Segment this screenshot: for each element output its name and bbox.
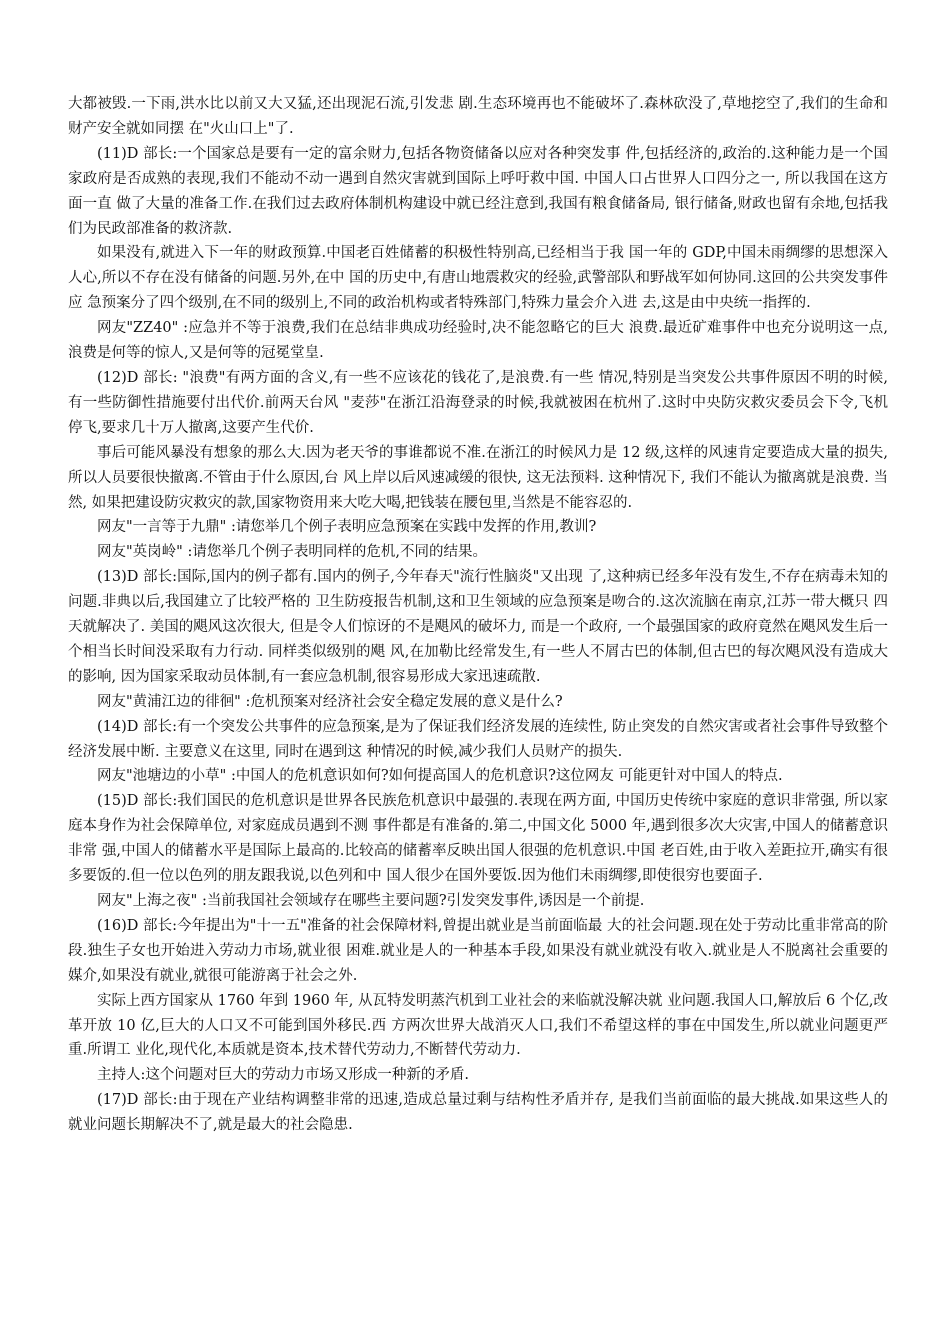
paragraph: 实际上西方国家从 1760 年到 1960 年, 从瓦特发明蒸汽机到工业社会的来临就没解决就 业问题.我国人口,解放后 6 个亿,改革开放 10 亿,巨大的人口又不可能到国外移民.西 方两次世界大战消灭人口,我们不希望这样的事在中国发生,所以就业问题更严重.所谓工 业化,现代化,本质就是资本,技术替代劳动力,不断替代劳动力. [68,992,888,1059]
paragraph: (17)D 部长:由于现在产业结构调整非常的迅速,造成总量过剩与结构性矛盾并存, 是我们当前面临的最大挑战.如果这些人的就业问题长期解决不了,就是最大的社会隐患. [68,1092,888,1134]
paragraph: 网友"黄浦江边的徘徊" :危机预案对经济社会安全稳定发展的意义是什么? [97,693,563,710]
paragraph: 如果没有,就进入下一年的财政预算.中国老百姓储蓄的积极性特别高,已经相当于我 国一年的 GDP,中国未雨绸缪的思想深入人心,所以不存在没有储备的问题.另外,在中 国的历史中,有唐山地震救灾的经验,武警部队和野战军如何协同.这回的公共突发事件应 急预案分了四个级别,在不同的级别上,不同的政治机构或者特殊部门,特殊力量会介入进 去,这是由中央统一指挥的. [68,245,888,312]
paragraph: (16)D 部长:今年提出为"十一五"准备的社会保障材料,曾提出就业是当前面临最 大的社会问题.现在处于劳动比重非常高的阶段.独生子女也开始进入劳动力市场,就业很 困难.就业是人的一种基本手段,如果没有就业就没有收入.就业是人不脱离社会重要的媒介,如果没有就业,就很可能游离于社会之外. [68,917,888,984]
paragraph: 网友"英岗岭" :请您举几个例子表明同样的危机,不同的结果。 [97,544,487,561]
paragraph: (13)D 部长:国际,国内的例子都有.国内的例子,今年春天"流行性脑炎"又出现 了,这种病已经多年没有发生,不存在病毒未知的问题.非典以后,我国建立了比较严格的 卫生防疫报告机制,这和卫生领域的应急预案是吻合的.这次流脑在南京,江苏一带大概只 四天就解决了. 美国的飓风这次很大, 但是令人们惊讶的不是飓风的破坏力, 而是一个政府, 一个最强国家的政府竟然在飓风发生后一个相当长时间没采取有力行动. 同样类似级别的飓 风,在加勒比经常发生,有一些人不屑古巴的体制,但古巴的每次飓风没有造成大的影响, 因为国家采取动员体制,有一套应急机制,很容易形成大家迅速疏散. [68,569,888,685]
paragraph: 主持人:这个问题对巨大的劳动力市场又形成一种新的矛盾. [97,1067,469,1084]
paragraph: 网友"池塘边的小草" :中国人的危机意识如何?如何提高国人的危机意识?这位网友 可能更针对中国人的特点. [97,768,783,785]
paragraph: (15)D 部长:我们国民的危机意识是世界各民族危机意识中最强的.表现在两方面, 中国历史传统中家庭的意识非常强, 所以家庭本身作为社会保障单位, 对家庭成员遇到不测 事件都是有准备的.第二,中国文化 5000 年,遇到很多次大灾害,中国人的储蓄意识非常 强,中国人的储蓄水平是国际上最高的.比较高的储蓄率反映出国人很强的危机意识.中国 老百姓,由于收入差距拉开,确实有很多要饭的.但一位以色列的朋友跟我说,以色列和中 国人很少在国外要饭.因为他们未雨绸缪,即使很穷也要面子. [68,793,888,885]
paragraph: (12)D 部长: "浪费"有两方面的含义,有一些不应该花的钱花了,是浪费.有一些 情况,特别是当突发公共事件原因不明的时候,有一些防御性措施要付出代价.前两天台风 "麦莎"在浙江沿海登录的时候,我就被困在杭州了.这时中央防灾救灾委员会下令,飞机 停飞,要求几十万人撤离,这要产生代价. [68,369,888,436]
paragraph: 网友"上海之夜" :当前我国社会领域存在哪些主要问题?引发突发事件,诱因是一个前提. [97,893,645,909]
paragraph: 网友"ZZ40" :应急并不等于浪费,我们在总结非典成功经验时,决不能忽略它的巨大 浪费.最近矿难事件中也充分说明这一点,浪费是何等的惊人,又是何等的冠冕堂皇. [68,320,888,362]
document-body [68,92,888,1138]
paragraph: (11)D 部长:一个国家总是要有一定的富余财力,包括各物资储备以应对各种突发事 件,包括经济的,政治的.这种能力是一个国家政府是否成熟的表现,我们不能动不动一遇到自然灾害就到国际上呼吁救中国. 中国人口占世界人口四分之一, 所以我国在这方面一直 做了大量的准备工作.在我们过去政府体制机构建设中就已经注意到,我国有粮食储备局, 银行储备,财政也留有余地,包括我们为民政部准备的救济款. [68,145,888,237]
paragraph: 网友"一言等于九鼎" :请您举几个例子表明应急预案在实践中发挥的作用,教训? [97,519,597,536]
paragraph: (14)D 部长:有一个突发公共事件的应急预案,是为了保证我们经济发展的连续性, 防止突发的自然灾害或者社会事件导致整个经济发展中断. 主要意义在这里, 同时在遇到这 种情况的时候,减少我们人员财产的损失. [68,718,888,760]
paragraph: 大都被毁.一下雨,洪水比以前又大又猛,还出现泥石流,引发悲 剧.生态环境再也不能破坏了.森林砍没了,草地挖空了,我们的生命和财产安全就如同摆 在"火山口上"了. [68,96,888,137]
paragraph: 事后可能风暴没有想象的那么大.因为老天爷的事谁都说不准.在浙江的时候风力是 12 级,这样的风速肯定要造成大量的损失,所以人员要很快撤离.不管由于什么原因,台 风上岸以后风速减缓的很快, 这无法预料. 这种情况下, 我们不能认为撤离就是浪费. 当然, 如果把建设防灾救灾的款,国家物资用来大吃大喝,把钱装在腰包里,当然是不能容忍的. [68,444,888,511]
